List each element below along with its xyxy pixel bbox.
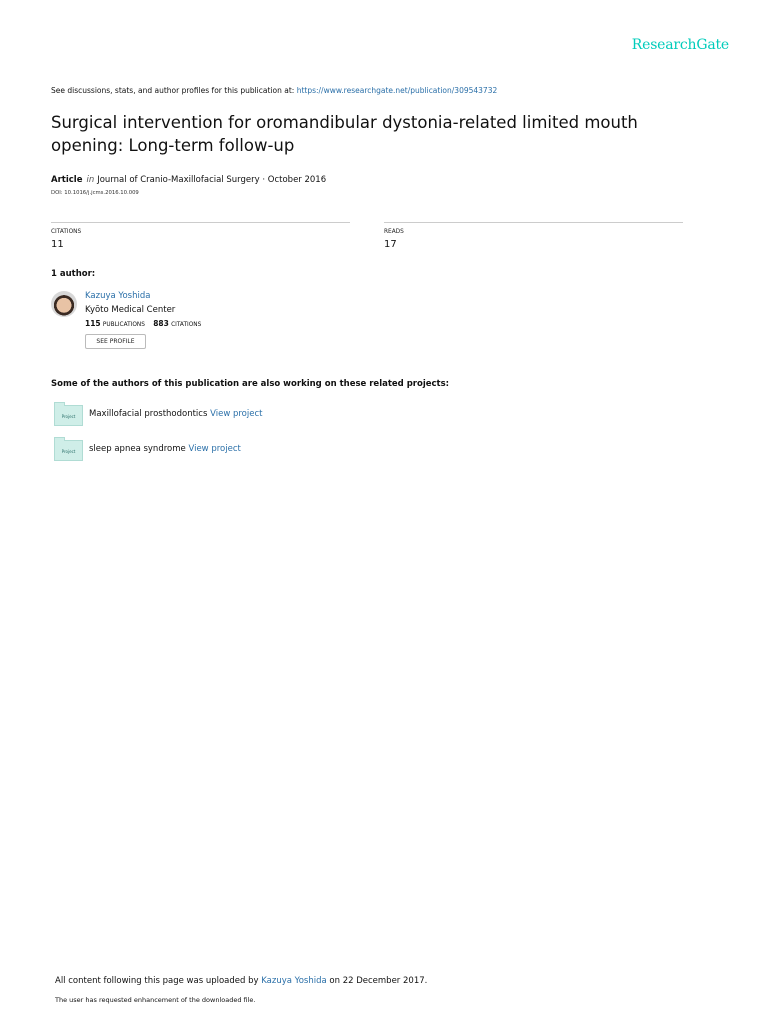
project-folder-icon — [54, 405, 83, 426]
upload-suffix: on 22 December 2017. — [329, 976, 428, 986]
project-name: sleep apnea syndrome — [89, 444, 186, 454]
author-publications-count: 115 — [85, 319, 101, 328]
view-project-link[interactable]: View project — [188, 444, 241, 454]
author-citations-count: 883 — [153, 319, 169, 328]
citations-label: CITATIONS — [51, 229, 82, 235]
in-word: in — [86, 175, 95, 185]
reads-divider — [384, 222, 683, 223]
project-folder-icon — [54, 440, 83, 461]
author-institution: Kyōto Medical Center — [85, 305, 176, 315]
article-doi: DOI: 10.1016/j.jcms.2016.10.009 — [51, 190, 139, 196]
author-citations-label: CITATIONS — [171, 322, 202, 328]
citations-divider — [51, 222, 350, 223]
view-project-link[interactable]: View project — [210, 409, 263, 419]
authors-heading: 1 author: — [51, 269, 96, 279]
article-title: Surgical intervention for oromandibular dystonia-related limited mouth opening: Long-term follow-up — [51, 113, 638, 155]
upload-prefix: All content following this page was uploaded by — [55, 976, 259, 986]
reads-label: READS — [384, 229, 404, 235]
uploader-link[interactable]: Kazuya Yoshida — [261, 976, 327, 986]
article-type: Article — [51, 175, 83, 185]
project-icon-label: Project — [61, 414, 76, 419]
project-name: Maxillofacial prosthodontics — [89, 409, 208, 419]
author-publications-label: PUBLICATIONS — [102, 322, 145, 328]
upload-note — [55, 976, 427, 986]
journal-date: Journal of Cranio-Maxillofacial Surgery · October 2016 — [97, 175, 327, 185]
author-name-link[interactable]: Kazuya Yoshida — [85, 291, 151, 301]
reads-value: 17 — [384, 239, 397, 250]
researchgate-logo: ResearchGate — [631, 37, 729, 53]
see-profile-button[interactable]: SEE PROFILE — [85, 334, 146, 349]
publication-url-link[interactable]: https://www.researchgate.net/publication/309543732 — [296, 86, 498, 95]
see-discussions-text: See discussions, stats, and author profiles for this publication at: — [51, 86, 295, 95]
project-item — [89, 444, 241, 454]
enhancement-note: The user has requested enhancement of the downloaded file. — [55, 996, 256, 1004]
author-stats — [85, 319, 207, 328]
see-discussions-line — [51, 86, 497, 95]
citations-value: 11 — [51, 239, 64, 250]
project-item — [89, 409, 262, 419]
author-avatar[interactable] — [51, 291, 77, 317]
article-meta — [51, 175, 326, 185]
project-icon-label: Project — [61, 449, 76, 454]
related-projects-heading: Some of the authors of this publication are also working on these related projects: — [51, 379, 450, 389]
